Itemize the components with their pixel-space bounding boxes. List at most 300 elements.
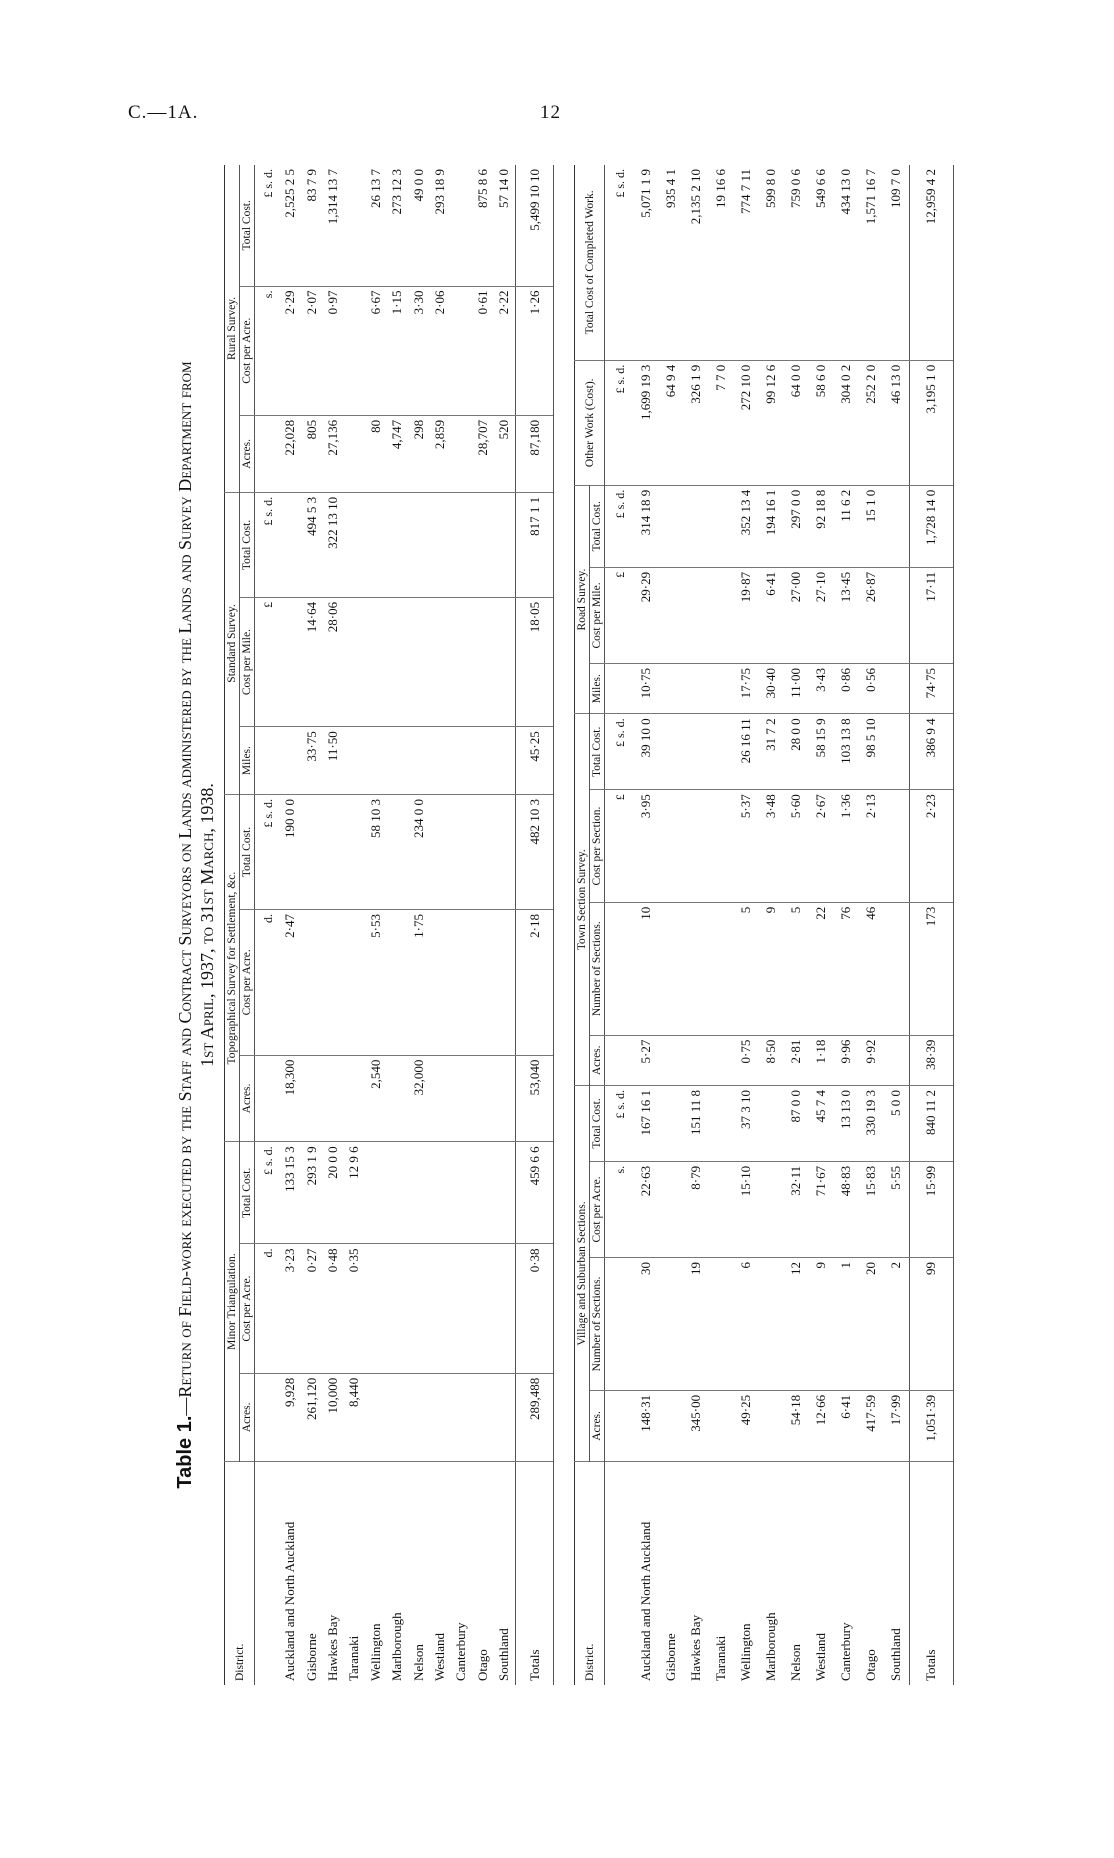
value-cell: 109 7 0 <box>884 165 910 360</box>
value-cell: 9 <box>809 1257 834 1390</box>
col-header: Cost per Acre. <box>240 910 255 1056</box>
value-cell: 0·86 <box>834 664 859 714</box>
value-cell: 133 15 3 <box>280 1142 301 1244</box>
table-2-body <box>605 165 954 1685</box>
value-cell <box>344 597 365 726</box>
district-cell: Taranaki <box>346 1635 362 1681</box>
value-cell <box>684 1035 709 1085</box>
value-cell: 2·23 <box>909 790 953 902</box>
district-cell: Gisborne <box>663 1633 679 1681</box>
value-cell: 49 0 0 <box>408 165 429 286</box>
value-cell: 3·48 <box>759 790 784 902</box>
unit-label: £ s. d. <box>255 165 280 286</box>
value-cell <box>709 1161 734 1257</box>
value-cell <box>472 1055 493 1142</box>
minor-triangulation-header: Minor Triangulation. <box>225 1142 240 1462</box>
value-cell <box>387 1373 408 1461</box>
district-cell: Taranaki <box>713 1635 729 1681</box>
value-cell <box>301 910 322 1056</box>
table-row <box>365 165 386 1685</box>
value-cell: 30·40 <box>759 664 784 714</box>
value-cell <box>408 1373 429 1461</box>
value-cell: 15·99 <box>909 1161 953 1257</box>
value-cell: 297 0 0 <box>784 485 809 567</box>
value-cell <box>344 492 365 597</box>
field-work-table-1 <box>224 165 554 1685</box>
value-cell: 0·56 <box>859 664 884 714</box>
value-cell <box>344 910 365 1056</box>
value-cell <box>344 727 365 795</box>
value-cell: 11·50 <box>323 727 344 795</box>
value-cell: 26·87 <box>859 567 884 663</box>
value-cell <box>430 597 451 726</box>
value-cell <box>494 910 516 1056</box>
value-cell <box>430 1142 451 1244</box>
value-cell: 3·43 <box>809 664 834 714</box>
value-cell: 386 9 4 <box>909 714 953 790</box>
unit-label: £ <box>255 597 280 726</box>
district-cell: Wellington <box>367 1623 383 1681</box>
unit-label: s. <box>255 286 280 415</box>
value-cell: 76 <box>834 902 859 1035</box>
table-row <box>809 165 834 1685</box>
other-work-header: Other Work (Cost). <box>575 360 605 485</box>
value-cell <box>494 1142 516 1244</box>
value-cell <box>494 727 516 795</box>
table-row <box>784 165 809 1685</box>
value-cell: 54·18 <box>784 1390 809 1461</box>
value-cell: 5 0 0 <box>884 1085 910 1161</box>
value-cell <box>451 1055 472 1142</box>
value-cell: 3,195 1 0 <box>909 360 953 485</box>
value-cell: 5 <box>734 902 759 1035</box>
col-header: Acres. <box>240 1055 255 1142</box>
unit-label: d. <box>255 910 280 1056</box>
value-cell: 151 11 8 <box>684 1085 709 1161</box>
value-cell <box>344 415 365 492</box>
value-cell <box>451 597 472 726</box>
value-cell: 520 <box>494 415 516 492</box>
value-cell <box>344 286 365 415</box>
value-cell <box>451 910 472 1056</box>
value-cell <box>684 790 709 902</box>
value-cell: 64 0 0 <box>784 360 809 485</box>
col-header: Total Cost. <box>240 1142 255 1244</box>
col-header: Number of Sections. <box>590 1257 605 1390</box>
value-cell <box>451 492 472 597</box>
value-cell: 20 0 0 <box>323 1142 344 1244</box>
value-cell: 19·87 <box>734 567 759 663</box>
value-cell: 32·11 <box>784 1161 809 1257</box>
totals-row <box>516 165 554 1685</box>
value-cell: 0·48 <box>323 1244 344 1373</box>
value-cell <box>387 1142 408 1244</box>
units-row <box>605 165 635 1685</box>
value-cell <box>659 1161 684 1257</box>
value-cell: 58 15 9 <box>809 714 834 790</box>
value-cell: 5·53 <box>365 910 386 1056</box>
page-number: 12 <box>540 102 561 123</box>
value-cell <box>430 1055 451 1142</box>
topographical-survey-header: Topographical Survey for Settlement, &c. <box>225 795 240 1142</box>
table-row <box>709 165 734 1685</box>
value-cell: 18·05 <box>516 597 554 726</box>
value-cell: 234 0 0 <box>408 795 429 910</box>
value-cell: 0·97 <box>323 286 344 415</box>
value-cell: 17·75 <box>734 664 759 714</box>
value-cell: 482 10 3 <box>516 795 554 910</box>
value-cell: 1·15 <box>387 286 408 415</box>
value-cell: 22,028 <box>280 415 301 492</box>
district-cell: Southland <box>888 1628 904 1681</box>
value-cell <box>884 664 910 714</box>
value-cell: 48·83 <box>834 1161 859 1257</box>
table-row <box>387 165 408 1685</box>
value-cell: 98 5 10 <box>859 714 884 790</box>
value-cell <box>659 567 684 663</box>
value-cell: 194 16 1 <box>759 485 784 567</box>
value-cell <box>709 790 734 902</box>
value-cell <box>759 1085 784 1161</box>
value-cell: 1·18 <box>809 1035 834 1085</box>
col-header: Acres. <box>240 1373 255 1461</box>
value-cell: 7 7 0 <box>709 360 734 485</box>
value-cell: 2,859 <box>430 415 451 492</box>
field-work-table-2 <box>574 165 954 1685</box>
value-cell: 58 6 0 <box>809 360 834 485</box>
value-cell: 32,000 <box>408 1055 429 1142</box>
value-cell <box>759 1390 784 1461</box>
value-cell <box>451 727 472 795</box>
value-cell: 1,699 19 3 <box>634 360 659 485</box>
value-cell: 2·47 <box>280 910 301 1056</box>
value-cell: 87 0 0 <box>784 1085 809 1161</box>
value-cell: 8·50 <box>759 1035 784 1085</box>
value-cell: 28,707 <box>472 415 493 492</box>
value-cell: 252 2 0 <box>859 360 884 485</box>
value-cell: 9,928 <box>280 1373 301 1461</box>
value-cell <box>387 492 408 597</box>
value-cell: 2·18 <box>516 910 554 1056</box>
unit-label: s. <box>605 1161 635 1257</box>
value-cell: 494 5 3 <box>301 492 322 597</box>
col-header: Cost per Acre. <box>240 1244 255 1373</box>
value-cell: 26 13 7 <box>365 165 386 286</box>
district-cell: Canterbury <box>838 1622 853 1681</box>
village-suburban-header: Village and Suburban Sections. <box>575 1085 590 1461</box>
value-cell <box>659 1390 684 1461</box>
value-cell <box>472 727 493 795</box>
col-header: Total Cost. <box>240 492 255 597</box>
col-header: Cost per Section. <box>590 790 605 902</box>
value-cell: 30 <box>634 1257 659 1390</box>
value-cell <box>684 664 709 714</box>
value-cell: 22 <box>809 902 834 1035</box>
value-cell: 12·66 <box>809 1390 834 1461</box>
table-row <box>280 165 301 1685</box>
table-row <box>323 165 344 1685</box>
value-cell: 5·37 <box>734 790 759 902</box>
value-cell: 80 <box>365 415 386 492</box>
value-cell: 2·07 <box>301 286 322 415</box>
value-cell <box>280 597 301 726</box>
district-cell: Southland <box>496 1628 512 1681</box>
value-cell: 9·96 <box>834 1035 859 1085</box>
value-cell <box>365 727 386 795</box>
value-cell: 352 13 4 <box>734 485 759 567</box>
value-cell <box>387 910 408 1056</box>
value-cell: 14·64 <box>301 597 322 726</box>
value-cell <box>759 1161 784 1257</box>
value-cell: 58 10 3 <box>365 795 386 910</box>
district-header: District. <box>225 1462 255 1686</box>
district-cell: Gisborne <box>303 1633 319 1681</box>
table-title-line1: —Return of Field-work executed by the Staff and Contract Surveyors on Lands administered by the Lands and Survey Department from <box>175 361 195 1416</box>
value-cell <box>408 1142 429 1244</box>
value-cell <box>344 1055 365 1142</box>
value-cell <box>684 567 709 663</box>
district-cell: Hawkes Bay <box>688 1614 704 1681</box>
col-header: Total Cost. <box>590 485 605 567</box>
value-cell: 304 0 2 <box>834 360 859 485</box>
units-row <box>255 165 280 1685</box>
value-cell: 39 10 0 <box>634 714 659 790</box>
unit-label: d. <box>255 1244 280 1373</box>
value-cell: 434 13 0 <box>834 165 859 360</box>
rural-survey-header: Rural Survey. <box>225 165 240 492</box>
value-cell: 10 <box>634 902 659 1035</box>
value-cell: 0·38 <box>516 1244 554 1373</box>
value-cell: 12 9 6 <box>344 1142 365 1244</box>
table-row <box>301 165 322 1685</box>
value-cell: 173 <box>909 902 953 1035</box>
value-cell <box>494 1244 516 1373</box>
table-row <box>759 165 784 1685</box>
value-cell <box>451 286 472 415</box>
value-cell <box>408 1244 429 1373</box>
value-cell: 1,051·39 <box>909 1390 953 1461</box>
value-cell <box>365 1142 386 1244</box>
value-cell <box>684 485 709 567</box>
value-cell: 15 1 0 <box>859 485 884 567</box>
totals-row <box>909 165 953 1685</box>
value-cell <box>451 415 472 492</box>
value-cell: 774 7 11 <box>734 165 759 360</box>
value-cell <box>709 664 734 714</box>
value-cell: 549 6 6 <box>809 165 834 360</box>
value-cell: 5,071 1 9 <box>634 165 659 360</box>
value-cell: 92 18 8 <box>809 485 834 567</box>
value-cell: 18,300 <box>280 1055 301 1142</box>
value-cell: 875 8 6 <box>472 165 493 286</box>
district-cell: Marlborough <box>763 1612 779 1681</box>
value-cell <box>709 485 734 567</box>
value-cell <box>280 727 301 795</box>
value-cell <box>709 902 734 1035</box>
value-cell <box>709 1390 734 1461</box>
value-cell: 148·31 <box>634 1390 659 1461</box>
value-cell: 1·36 <box>834 790 859 902</box>
value-cell: 289,488 <box>516 1373 554 1461</box>
document-reference: C.—1A. <box>128 102 199 123</box>
road-survey-header: Road Survey. <box>575 485 590 714</box>
value-cell: 28 0 0 <box>784 714 809 790</box>
value-cell: 293 18 9 <box>430 165 451 286</box>
value-cell <box>408 597 429 726</box>
value-cell: 2·06 <box>430 286 451 415</box>
value-cell: 2·67 <box>809 790 834 902</box>
col-header: Total Cost. <box>590 714 605 790</box>
value-cell: 9·92 <box>859 1035 884 1085</box>
value-cell: 1,728 14 0 <box>909 485 953 567</box>
col-header: Total Cost. <box>240 795 255 910</box>
value-cell <box>472 1142 493 1244</box>
value-cell: 19 <box>684 1257 709 1390</box>
value-cell: 29·29 <box>634 567 659 663</box>
table-title-line2: 1st April, 1937, to 31st March, 1938. <box>197 783 217 1067</box>
col-header: Cost per Mile. <box>240 597 255 726</box>
value-cell <box>659 664 684 714</box>
value-cell: 64 9 4 <box>659 360 684 485</box>
value-cell: 167 16 1 <box>634 1085 659 1161</box>
value-cell: 99 12 6 <box>759 360 784 485</box>
district-cell: Canterbury <box>453 1622 469 1681</box>
value-cell: 298 <box>408 415 429 492</box>
value-cell <box>884 790 910 902</box>
value-cell: 8·79 <box>684 1161 709 1257</box>
value-cell <box>323 1055 344 1142</box>
value-cell: 31 7 2 <box>759 714 784 790</box>
district-cell: Nelson <box>410 1644 426 1681</box>
col-header: Number of Sections. <box>590 902 605 1035</box>
value-cell <box>365 1373 386 1461</box>
value-cell: 272 10 0 <box>734 360 759 485</box>
value-cell <box>884 1035 910 1085</box>
value-cell: 15·83 <box>859 1161 884 1257</box>
value-cell: 5,499 10 10 <box>516 165 554 286</box>
value-cell <box>472 597 493 726</box>
value-cell <box>709 1085 734 1161</box>
value-cell: 33·75 <box>301 727 322 795</box>
value-cell <box>472 1373 493 1461</box>
value-cell: 27·10 <box>809 567 834 663</box>
value-cell <box>684 902 709 1035</box>
value-cell: 2·29 <box>280 286 301 415</box>
district-cell: Auckland and North Auckland <box>282 1521 298 1681</box>
table-title-label: Table 1. <box>174 1415 196 1489</box>
value-cell <box>365 1244 386 1373</box>
unit-label: £ s. d. <box>605 165 635 360</box>
value-cell: 27,136 <box>323 415 344 492</box>
rotated-table-sheet <box>174 165 954 1685</box>
value-cell <box>659 1257 684 1390</box>
value-cell: 3·23 <box>280 1244 301 1373</box>
value-cell <box>387 1055 408 1142</box>
unit-label: £ s. d. <box>605 485 635 567</box>
value-cell: 417·59 <box>859 1390 884 1461</box>
value-cell <box>387 727 408 795</box>
value-cell <box>430 795 451 910</box>
value-cell: 1 <box>834 1257 859 1390</box>
value-cell: 1·26 <box>516 286 554 415</box>
value-cell: 0·61 <box>472 286 493 415</box>
value-cell <box>451 1373 472 1461</box>
value-cell: 6·41 <box>759 567 784 663</box>
table-row <box>834 165 859 1685</box>
value-cell: 38·39 <box>909 1035 953 1085</box>
value-cell <box>387 597 408 726</box>
col-header: Total Cost. <box>240 165 255 286</box>
value-cell: 5·27 <box>634 1035 659 1085</box>
value-cell: 293 1 9 <box>301 1142 322 1244</box>
value-cell: 13·45 <box>834 567 859 663</box>
value-cell: 2,135 2 10 <box>684 165 709 360</box>
value-cell: 3·30 <box>408 286 429 415</box>
value-cell: 935 4 1 <box>659 165 684 360</box>
value-cell <box>387 1244 408 1373</box>
table-title <box>174 165 218 1685</box>
district-cell: Auckland and North Auckland <box>638 1521 654 1681</box>
value-cell <box>323 795 344 910</box>
value-cell <box>659 790 684 902</box>
value-cell <box>494 597 516 726</box>
col-header: Cost per Acre. <box>590 1161 605 1257</box>
value-cell: 5·55 <box>884 1161 910 1257</box>
value-cell: 19 16 6 <box>709 165 734 360</box>
value-cell: 45 7 4 <box>809 1085 834 1161</box>
value-cell <box>759 1257 784 1390</box>
table-row <box>659 165 684 1685</box>
value-cell: 345·00 <box>684 1390 709 1461</box>
value-cell: 26 16 11 <box>734 714 759 790</box>
value-cell: 28·06 <box>323 597 344 726</box>
table-row <box>859 165 884 1685</box>
value-cell: 83 7 9 <box>301 165 322 286</box>
value-cell: 103 13 8 <box>834 714 859 790</box>
unit-label: £ <box>605 567 635 663</box>
unit-label: £ s. d. <box>605 360 635 485</box>
value-cell: 11 6 2 <box>834 485 859 567</box>
value-cell <box>430 727 451 795</box>
table-1-body <box>255 165 554 1685</box>
district-cell: Otago <box>474 1649 490 1681</box>
value-cell: 759 0 6 <box>784 165 809 360</box>
total-completed-header: Total Cost of Completed Work. <box>575 165 605 360</box>
value-cell: 1,314 13 7 <box>323 165 344 286</box>
unit-label: £ s. d. <box>255 492 280 597</box>
value-cell: 190 0 0 <box>280 795 301 910</box>
value-cell <box>387 795 408 910</box>
district-cell: Otago <box>862 1649 878 1681</box>
value-cell: 71·67 <box>809 1161 834 1257</box>
table-row <box>430 165 451 1685</box>
value-cell: 9 <box>759 902 784 1035</box>
value-cell <box>884 485 910 567</box>
value-cell: 2·81 <box>784 1035 809 1085</box>
value-cell: 2·13 <box>859 790 884 902</box>
col-header: Miles. <box>240 727 255 795</box>
district-cell: Westland <box>813 1632 829 1681</box>
value-cell <box>494 1373 516 1461</box>
value-cell <box>323 910 344 1056</box>
value-cell <box>659 485 684 567</box>
value-cell <box>408 492 429 597</box>
value-cell: 99 <box>909 1257 953 1390</box>
value-cell: 49·25 <box>734 1390 759 1461</box>
value-cell: 1,571 16 7 <box>859 165 884 360</box>
value-cell: 3·95 <box>634 790 659 902</box>
value-cell: 805 <box>301 415 322 492</box>
